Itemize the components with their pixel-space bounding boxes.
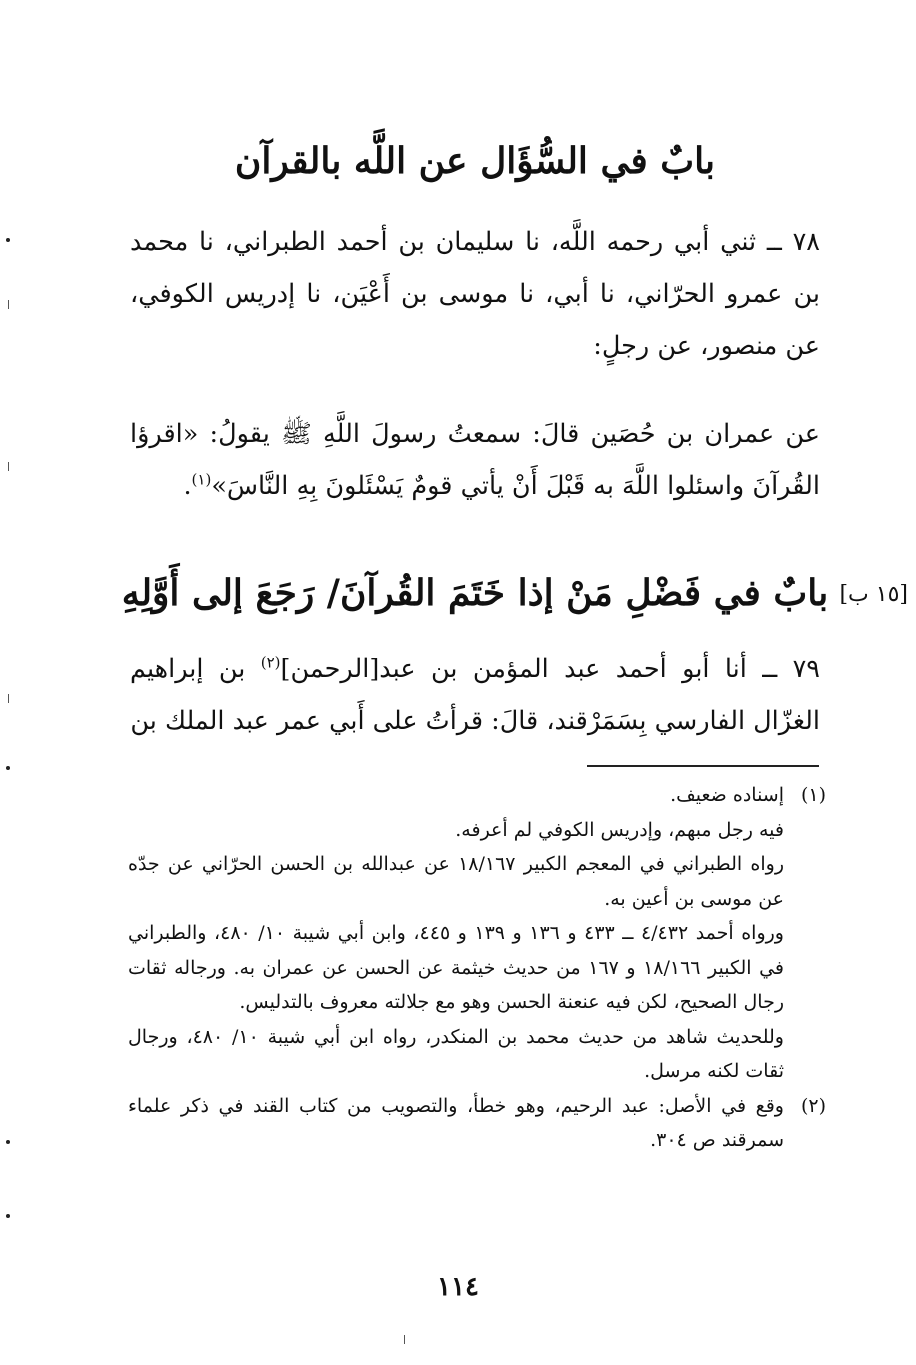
hadith-78-matn-text: عن عمران بن حُصَين قالَ: سمعتُ رسولَ اللَّهِ ﷺ يقولُ: «اقرؤا القُرآنَ واسئلوا اللَّهَ به قَبْلَ أَنْ يأتي قومٌ يَسْئَلونَ بِهِ النَّاسَ» <box>130 419 820 501</box>
footnote-line: إسناده ضعيف. <box>670 784 784 806</box>
scan-mark <box>404 1335 405 1344</box>
footnote-line: وللحديث شاهد من حديث محمد بن المنكدر، رواه ابن أبي شيبة ١٠/ ٤٨٠، ورجال ثقات لكنه مرسل. <box>128 1025 784 1082</box>
scan-mark <box>8 694 9 703</box>
footnote-body <box>128 1089 784 1158</box>
hadith-79-start: ٧٩ ــ أنا أبو أحمد عبد المؤمن بن عبد[الرحمن] <box>280 654 820 684</box>
hadith-79-rest: بن إبراهيم الغزّال الفارسي بِسَمَرْقند، قالَ: قرأتُ على أَبي عمر عبد الملك بن <box>130 654 820 736</box>
scan-speck <box>6 1140 10 1144</box>
footnote-line: وقع في الأصل: عبد الرحيم، وهو خطأ، والتصويب من كتاب القند في ذكر علماء سمرقند ص ٣٠٤. <box>128 1094 784 1151</box>
footnote-2 <box>128 1089 826 1158</box>
footnote-ref-2: (٢) <box>260 653 281 672</box>
hadith-78-isnad: ٧٨ ــ ثني أبي رحمه اللَّه، نا سليمان بن أحمد الطبراني، نا محمد بن عمرو الحرّاني، نا أبي، نا موسى بن أَعْيَن، نا إدريس الكوفي، عن منصور، عن رجلٍ: <box>130 227 820 361</box>
footnote-1 <box>128 778 826 1089</box>
scan-speck <box>6 766 10 770</box>
footnote-separator <box>587 765 819 767</box>
page-number: ١١٤ <box>437 1272 479 1302</box>
footnote-ref-1: (١) <box>191 470 212 489</box>
footnote-line: رواه الطبراني في المعجم الكبير ١٨/١٦٧ عن عبدالله بن الحسن الحرّاني عن جدّه عن موسى بن أعين به. <box>128 853 784 910</box>
scan-mark <box>8 300 9 309</box>
footnote-number: (٢) <box>800 1094 826 1117</box>
hadith-78-matn <box>130 408 820 512</box>
footnote-body <box>128 778 784 1089</box>
manuscript-folio-note: [١٥ ب] <box>839 582 908 607</box>
footnotes <box>128 778 826 1158</box>
scan-mark <box>8 462 9 471</box>
scan-speck <box>6 238 10 242</box>
scan-speck <box>6 1214 10 1218</box>
hadith-79 <box>130 643 820 747</box>
chapter-heading-2: بابٌ في فَضْلِ مَنْ إذا خَتَمَ القُرآنَ/ رَجَعَ إلى أَوَّلِهِ <box>121 572 829 614</box>
chapter-heading-1: بابٌ في السُّؤَال عن اللَّه بالقرآن <box>234 140 716 182</box>
footnote-number: (١) <box>800 784 826 806</box>
hadith-78-matn-end: . <box>183 471 192 501</box>
footnote-line: فيه رجل مبهم، وإدريس الكوفي لم أعرفه. <box>455 818 784 841</box>
footnote-line: ورواه أحمد ٤/٤٣٢ ــ ٤٣٣ و ١٣٦ و ١٣٩ و ٤٤٥، وابن أبي شيبة ١٠/ ٤٨٠، والطبراني في الكبير ١٨/١٦٦ و ١٦٧ من حديث خيثمة عن الحسن عن عمران به. ورجاله ثقات رجال الصحيح، لكن فيه عنعنة الحسن وهو مع جلالته معروف بالتدليس. <box>128 922 784 1013</box>
